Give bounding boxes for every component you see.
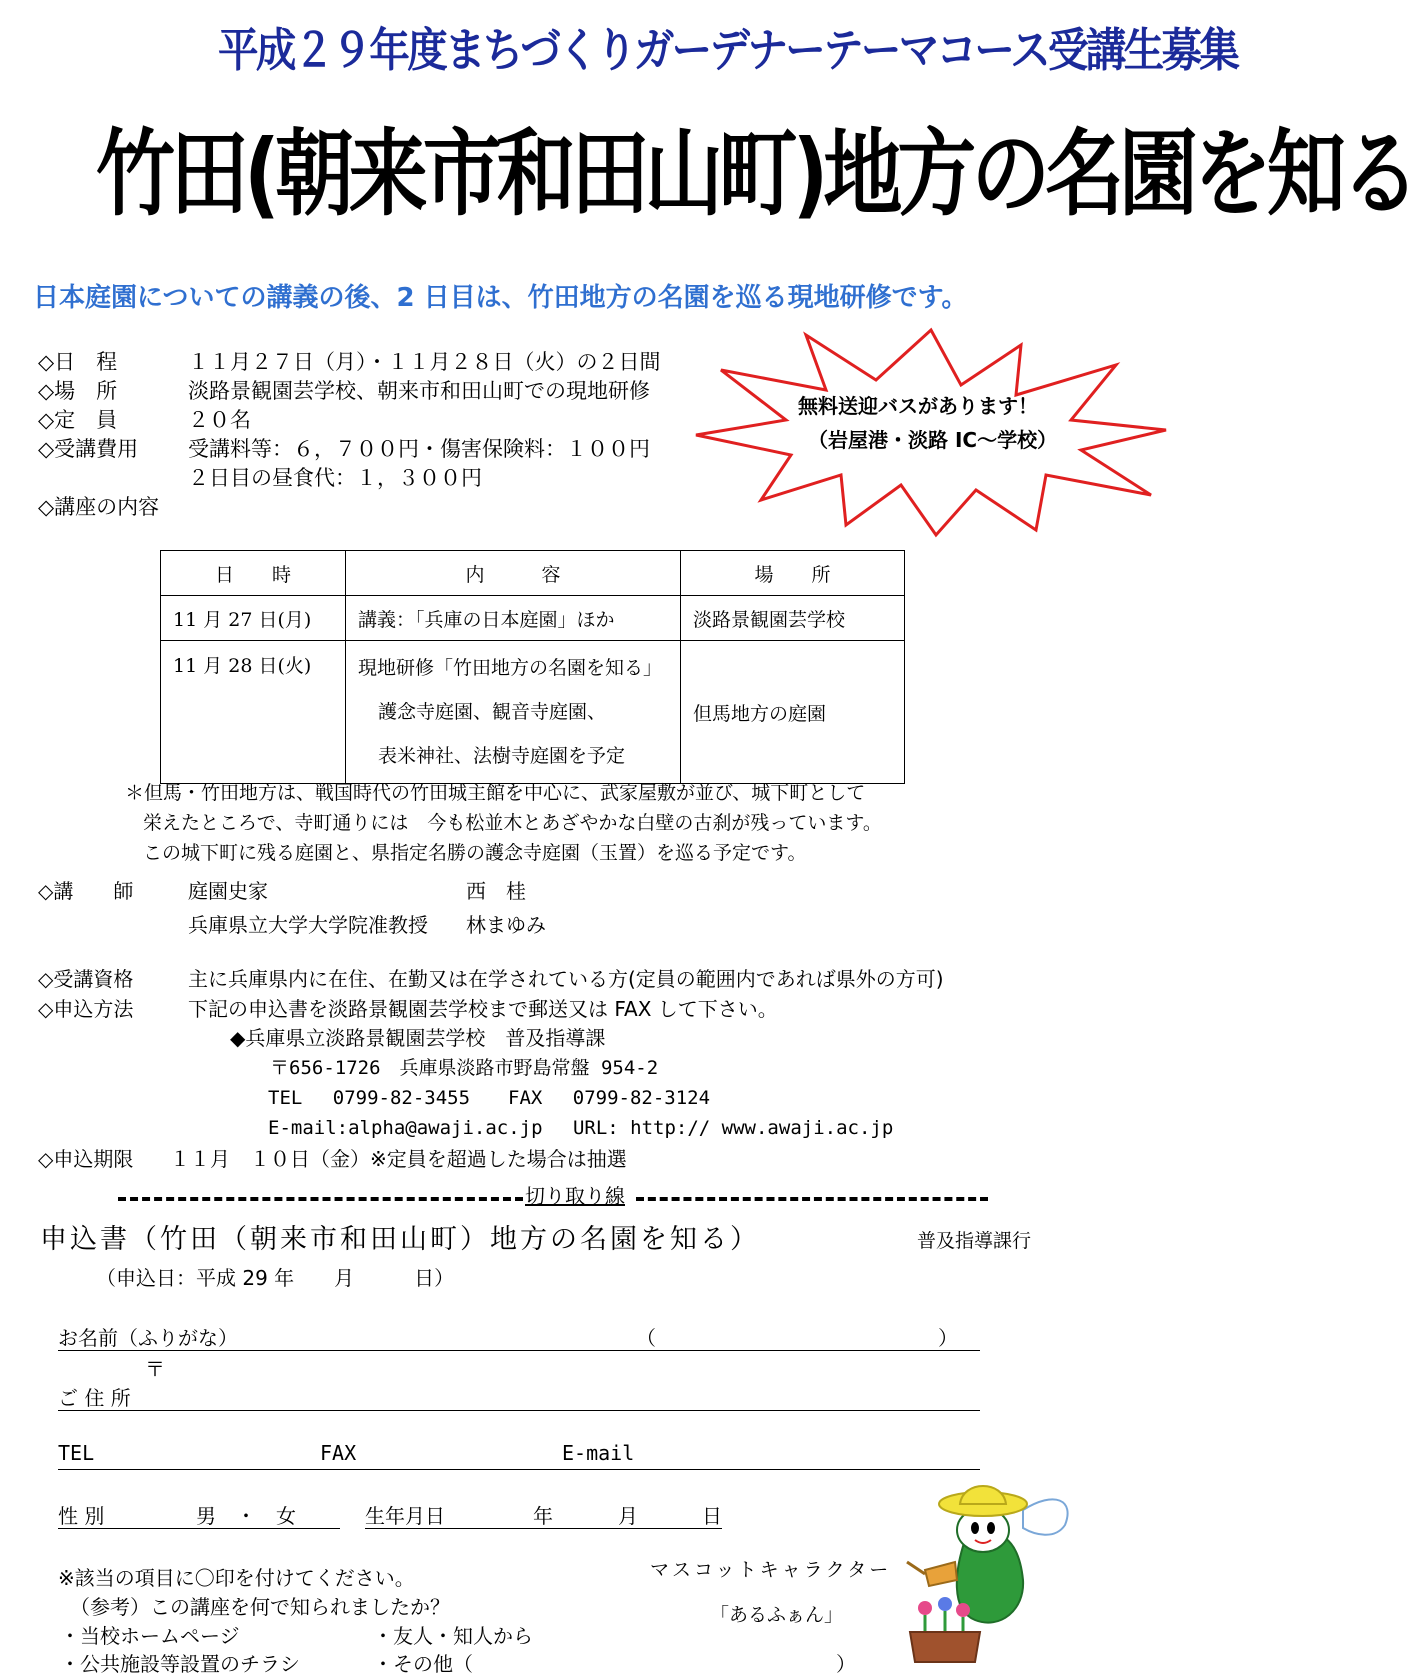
tel-label[interactable]: TEL (58, 1441, 95, 1465)
circle-note: ※該当の項目に〇印を付けてください。 (58, 1566, 415, 1590)
mascot-name: 「あるふぁん」 (710, 1604, 844, 1626)
gender-underline (58, 1528, 340, 1529)
lecturer-role2: 兵庫県立大学大学院准教授 (188, 913, 428, 937)
birth-underline (365, 1528, 722, 1529)
apply-email-url: E-mail:alpha@awaji.ac.jp URL: http:// www.awaji.ac.jp (268, 1117, 894, 1139)
mascot-illustration (905, 1470, 1075, 1665)
note-line2: 栄えたところで、寺町通りには 今も松並木とあざやかな白壁の古刹が残っています。 (143, 812, 882, 834)
fax-label[interactable]: FAX (320, 1441, 357, 1465)
fee-value-lunch: ２日目の昼食代：１，３００円 (188, 466, 482, 490)
intro-text: 日本庭園についての講義の後、2 日目は、竹田地方の名園を巡る現地研修です。 (33, 283, 968, 313)
deadline-label: ◇申込期限 (38, 1147, 134, 1171)
birth-month: 月 (618, 1504, 638, 1528)
row1-content: 講義：「兵庫の日本庭園」ほか (346, 596, 681, 641)
name-underline (58, 1350, 980, 1351)
cutline-dash-left (118, 1197, 523, 1201)
apply-address: 〒656-1726 兵庫県淡路市野島常盤 954-2 (270, 1057, 659, 1079)
address-label[interactable]: ご 住 所 (58, 1386, 131, 1410)
bus-line2: （岩屋港・淡路 IC～学校） (808, 428, 1058, 452)
header-subtitle: 平成２９年度まちづくりガーデナーテーマコース受講生募集 (218, 23, 1238, 77)
postal-mark: 〒 (145, 1357, 165, 1381)
date-value: １１月２７日（月）・１１月２８日（火）の２日間 (188, 350, 661, 374)
row2-content-line1: 現地研修「竹田地方の名園を知る」 (358, 657, 663, 679)
ref-option-other-close: ） (836, 1652, 856, 1676)
table-header-date: 日 時 (161, 551, 346, 596)
lecturer-label: ◇講 師 (38, 879, 134, 903)
date-label: ◇日 程 (38, 350, 118, 374)
apply-label: ◇申込方法 (38, 997, 134, 1021)
form-date-line: （申込日：平成 29 年 月 日） (96, 1266, 455, 1290)
lecturer-role1: 庭園史家 (188, 879, 268, 903)
address-underline (58, 1410, 980, 1411)
row1-place: 淡路景観園芸学校 (681, 596, 905, 641)
qualification-label: ◇受講資格 (38, 967, 134, 991)
table-row (161, 641, 905, 784)
fee-label: ◇受講費用 (38, 437, 139, 461)
apply-tel-fax: TEL 0799-82-3455 FAX 0799-82-3124 (268, 1087, 711, 1109)
mascot-caption: マスコットキャラクター (650, 1559, 892, 1581)
birth-label[interactable]: 生年月日 (365, 1504, 445, 1528)
deadline-value: １１月 １０日（金）※定員を超過した場合は抽選 (170, 1147, 627, 1171)
birth-day: 日 (702, 1504, 722, 1528)
email-label[interactable]: E-mail (562, 1441, 635, 1465)
row2-place: 但馬地方の庭園 (681, 641, 905, 784)
schedule-table (160, 550, 905, 784)
gender-label: 性 別 (58, 1504, 105, 1528)
row2-content-line2: 護念寺庭園、観音寺庭園、 (378, 701, 607, 723)
furigana-close: ） (938, 1326, 958, 1350)
place-value: 淡路景観園芸学校、朝来市和田山町での現地研修 (188, 379, 650, 403)
ref-option-other[interactable]: ・その他（ (373, 1652, 473, 1676)
fee-value: 受講料等：６，７００円・傷害保険料：１００円 (188, 437, 650, 461)
row2-date: 11 月 28 日(火) (161, 641, 346, 784)
content-label: ◇講座の内容 (38, 495, 160, 519)
ref-option-friend[interactable]: ・友人・知人から (373, 1624, 533, 1648)
form-issuer: 普及指導課行 (917, 1230, 1032, 1252)
apply-value: 下記の申込書を淡路景観園芸学校まで郵送又は FAX して下さい。 (188, 997, 778, 1021)
qualification-value: 主に兵庫県内に在住、在勤又は在学されている方(定員の範囲内であれば県外の方可) (188, 967, 944, 991)
cutline-dash-right (636, 1197, 988, 1201)
table-row (161, 596, 905, 641)
ref-option-flyer[interactable]: ・公共施設等設置のチラシ (60, 1652, 300, 1676)
note-line3: この城下町に残る庭園と、県指定名勝の護念寺庭園（玉置）を巡る予定です。 (143, 842, 807, 864)
note-line1: ＊但馬・竹田地方は、戦国時代の竹田城主館を中心に、武家屋敷が並び、城下町として (125, 782, 866, 804)
form-title: 申込書（竹田（朝来市和田山町）地方の名園を知る） (40, 1224, 760, 1255)
birth-year: 年 (533, 1504, 553, 1528)
row1-date: 11 月 27 日(月) (161, 596, 346, 641)
cutline-label: 切り取り線 (525, 1184, 625, 1208)
lecturer-name1: 西 桂 (466, 879, 526, 903)
name-label[interactable]: お名前（ふりがな） (58, 1326, 238, 1350)
row2-content (346, 641, 681, 784)
gender-options[interactable]: 男 ・ 女 (196, 1504, 296, 1528)
page-title: 竹田(朝来市和田山町)地方の名園を知る (96, 120, 1415, 229)
table-header-content: 内 容 (346, 551, 681, 596)
ref-question: （参考）この講座を何で知られましたか？ (70, 1595, 450, 1619)
table-header-row (161, 551, 905, 596)
row2-content-line3: 表米神社、法樹寺庭園を予定 (378, 745, 626, 767)
bus-line1: 無料送迎バスがあります！ (798, 394, 1038, 418)
capacity-value: ２０名 (188, 408, 251, 432)
capacity-label: ◇定 員 (38, 408, 118, 432)
furigana-open: （ (636, 1326, 656, 1350)
ref-option-homepage[interactable]: ・当校ホームページ (60, 1624, 240, 1648)
apply-org: ◆兵庫県立淡路景観園芸学校 普及指導課 (230, 1026, 606, 1050)
table-header-place: 場 所 (681, 551, 905, 596)
lecturer-name2: 林まゆみ (466, 913, 546, 937)
place-label: ◇場 所 (38, 379, 118, 403)
contact-underline (58, 1469, 980, 1470)
